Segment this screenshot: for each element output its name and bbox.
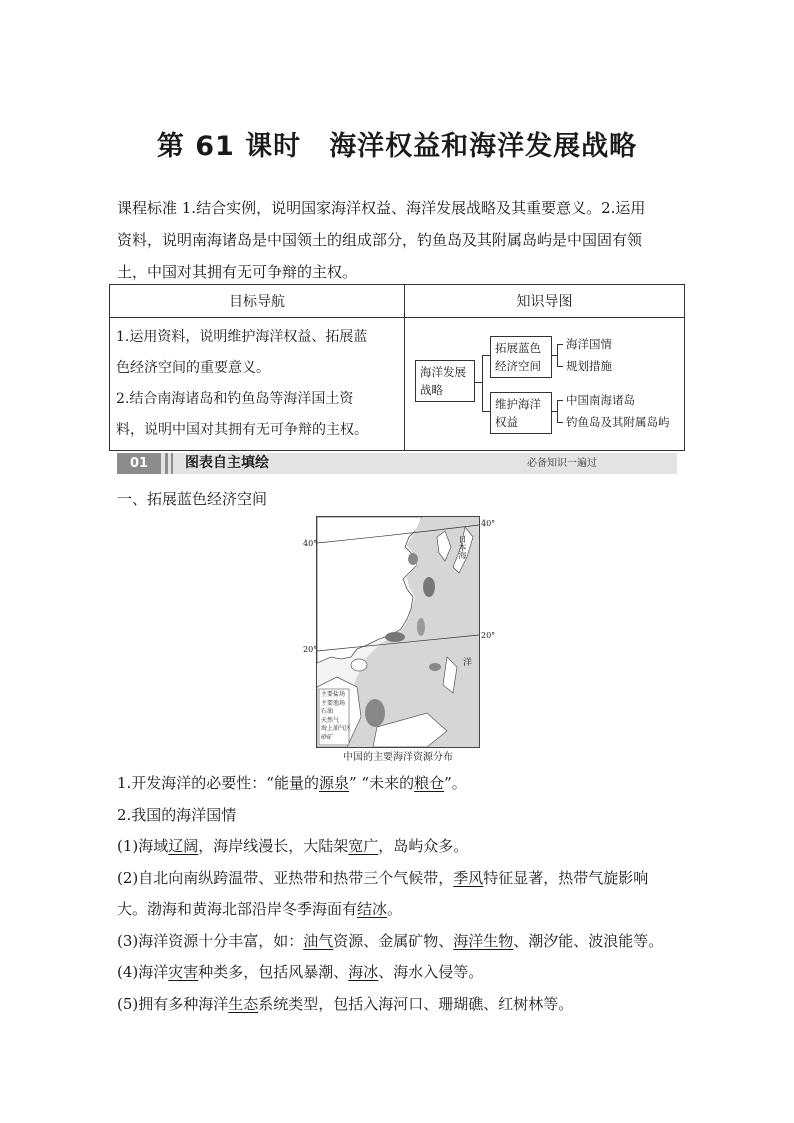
legend-item: 主要渔场	[321, 699, 346, 707]
curriculum-standard	[117, 192, 679, 288]
goal-text: 1.运用资料，说明维护海洋权益、拓展蓝	[116, 329, 368, 345]
mindmap-leaf: 规划措施	[566, 359, 612, 373]
map-caption: 中国的主要海洋资源分布	[343, 752, 453, 763]
mindmap-branch-blue-economy	[490, 336, 552, 378]
knowledge-mindmap	[405, 318, 685, 451]
mindmap-text: 海洋发展	[420, 365, 466, 379]
legend-item: 砂矿	[321, 733, 334, 741]
mindmap-leaf: 中国南海诸岛	[566, 393, 635, 407]
paragraph: (4)海洋灾害种类多，包括风暴潮、海冰、海水入侵等。	[117, 963, 484, 981]
section-title: 图表自主填绘	[185, 455, 269, 471]
lesson-number: 第 61 课时	[156, 131, 302, 162]
section-header	[117, 453, 677, 474]
mindmap-leaf: 海洋国情	[566, 337, 612, 351]
mindmap-text: 权益	[495, 415, 518, 429]
paragraph: (2)自北向南纵跨温带、亚热带和热带三个气候带，季风特征显著，热带气旋影响 大。渤海和黄海北部沿岸冬季海面有结冰。	[117, 868, 649, 918]
standard-line: 资料，说明南海诸岛是中国领土的组成部分，钓鱼岛及其附属岛屿是中国固有领	[117, 231, 643, 249]
mindmap-branch-rights	[490, 392, 552, 434]
mindmap-root	[415, 360, 475, 402]
goal-navigation-header: 目标导航	[110, 285, 405, 318]
paragraph: (3)海洋资源十分丰富，如：油气资源、金属矿物、海洋生物、潮汐能、波浪能等。	[117, 931, 664, 950]
legend-item: 天然气	[321, 716, 340, 724]
subheading: 一、拓展蓝色经济空间	[117, 490, 268, 508]
map-sea-label: 洋	[463, 658, 473, 668]
goal-text: 料，说明中国对其拥有无可争辩的主权。	[116, 422, 368, 438]
paragraph: (1)海域辽阔，海岸线漫长，大陆架宽广，岛屿众多。	[117, 837, 469, 855]
latitude-label: 20°	[303, 645, 318, 654]
legend-item: 石油	[321, 708, 334, 716]
mindmap-text: 维护海洋	[495, 397, 541, 411]
body-text	[117, 768, 681, 1020]
legend-item: 主要盐场	[321, 691, 346, 698]
goals-cell	[110, 318, 405, 451]
goal-navigation-table	[109, 284, 685, 451]
legend-item: 海上油气区	[321, 725, 352, 733]
paragraph: 2.我国的海洋国情	[117, 805, 237, 824]
knowledge-map-header: 知识导图	[405, 285, 685, 318]
section-number: 01	[117, 453, 161, 474]
latitude-label: 40°	[481, 519, 496, 528]
goal-text: 2.结合南海诸岛和钓鱼岛等海洋国土资	[116, 391, 354, 407]
standard-line: 土，中国对其拥有无可争辩的主权。	[117, 263, 358, 281]
latitude-label: 40°	[303, 539, 318, 548]
section-tag: 必备知识一遍过	[527, 458, 597, 469]
page-title	[0, 124, 794, 163]
paragraph: 1.开发海洋的必要性：“能量的源泉” “未来的粮仓”。	[117, 774, 467, 792]
map-legend	[321, 691, 351, 743]
mindmap-leaf: 钓鱼岛及其附属岛屿	[566, 415, 670, 429]
ocean-resources-map	[303, 516, 496, 748]
mindmap-text: 拓展蓝色	[495, 341, 541, 355]
lesson-title: 海洋权益和海洋发展战略	[329, 131, 638, 162]
mindmap-text: 经济空间	[495, 359, 541, 373]
paragraph: (5)拥有多种海洋生态系统类型，包括入海河口、珊瑚礁、红树林等。	[117, 994, 574, 1013]
mindmap-text: 战略	[420, 383, 443, 397]
standard-line: 课程标准 1.结合实例，说明国家海洋权益、海洋发展战略及其重要意义。2.运用	[117, 199, 646, 217]
goal-text: 色经济空间的重要意义。	[116, 360, 270, 376]
map-sea-label: 日本海	[458, 535, 467, 559]
latitude-label: 20°	[481, 631, 496, 640]
